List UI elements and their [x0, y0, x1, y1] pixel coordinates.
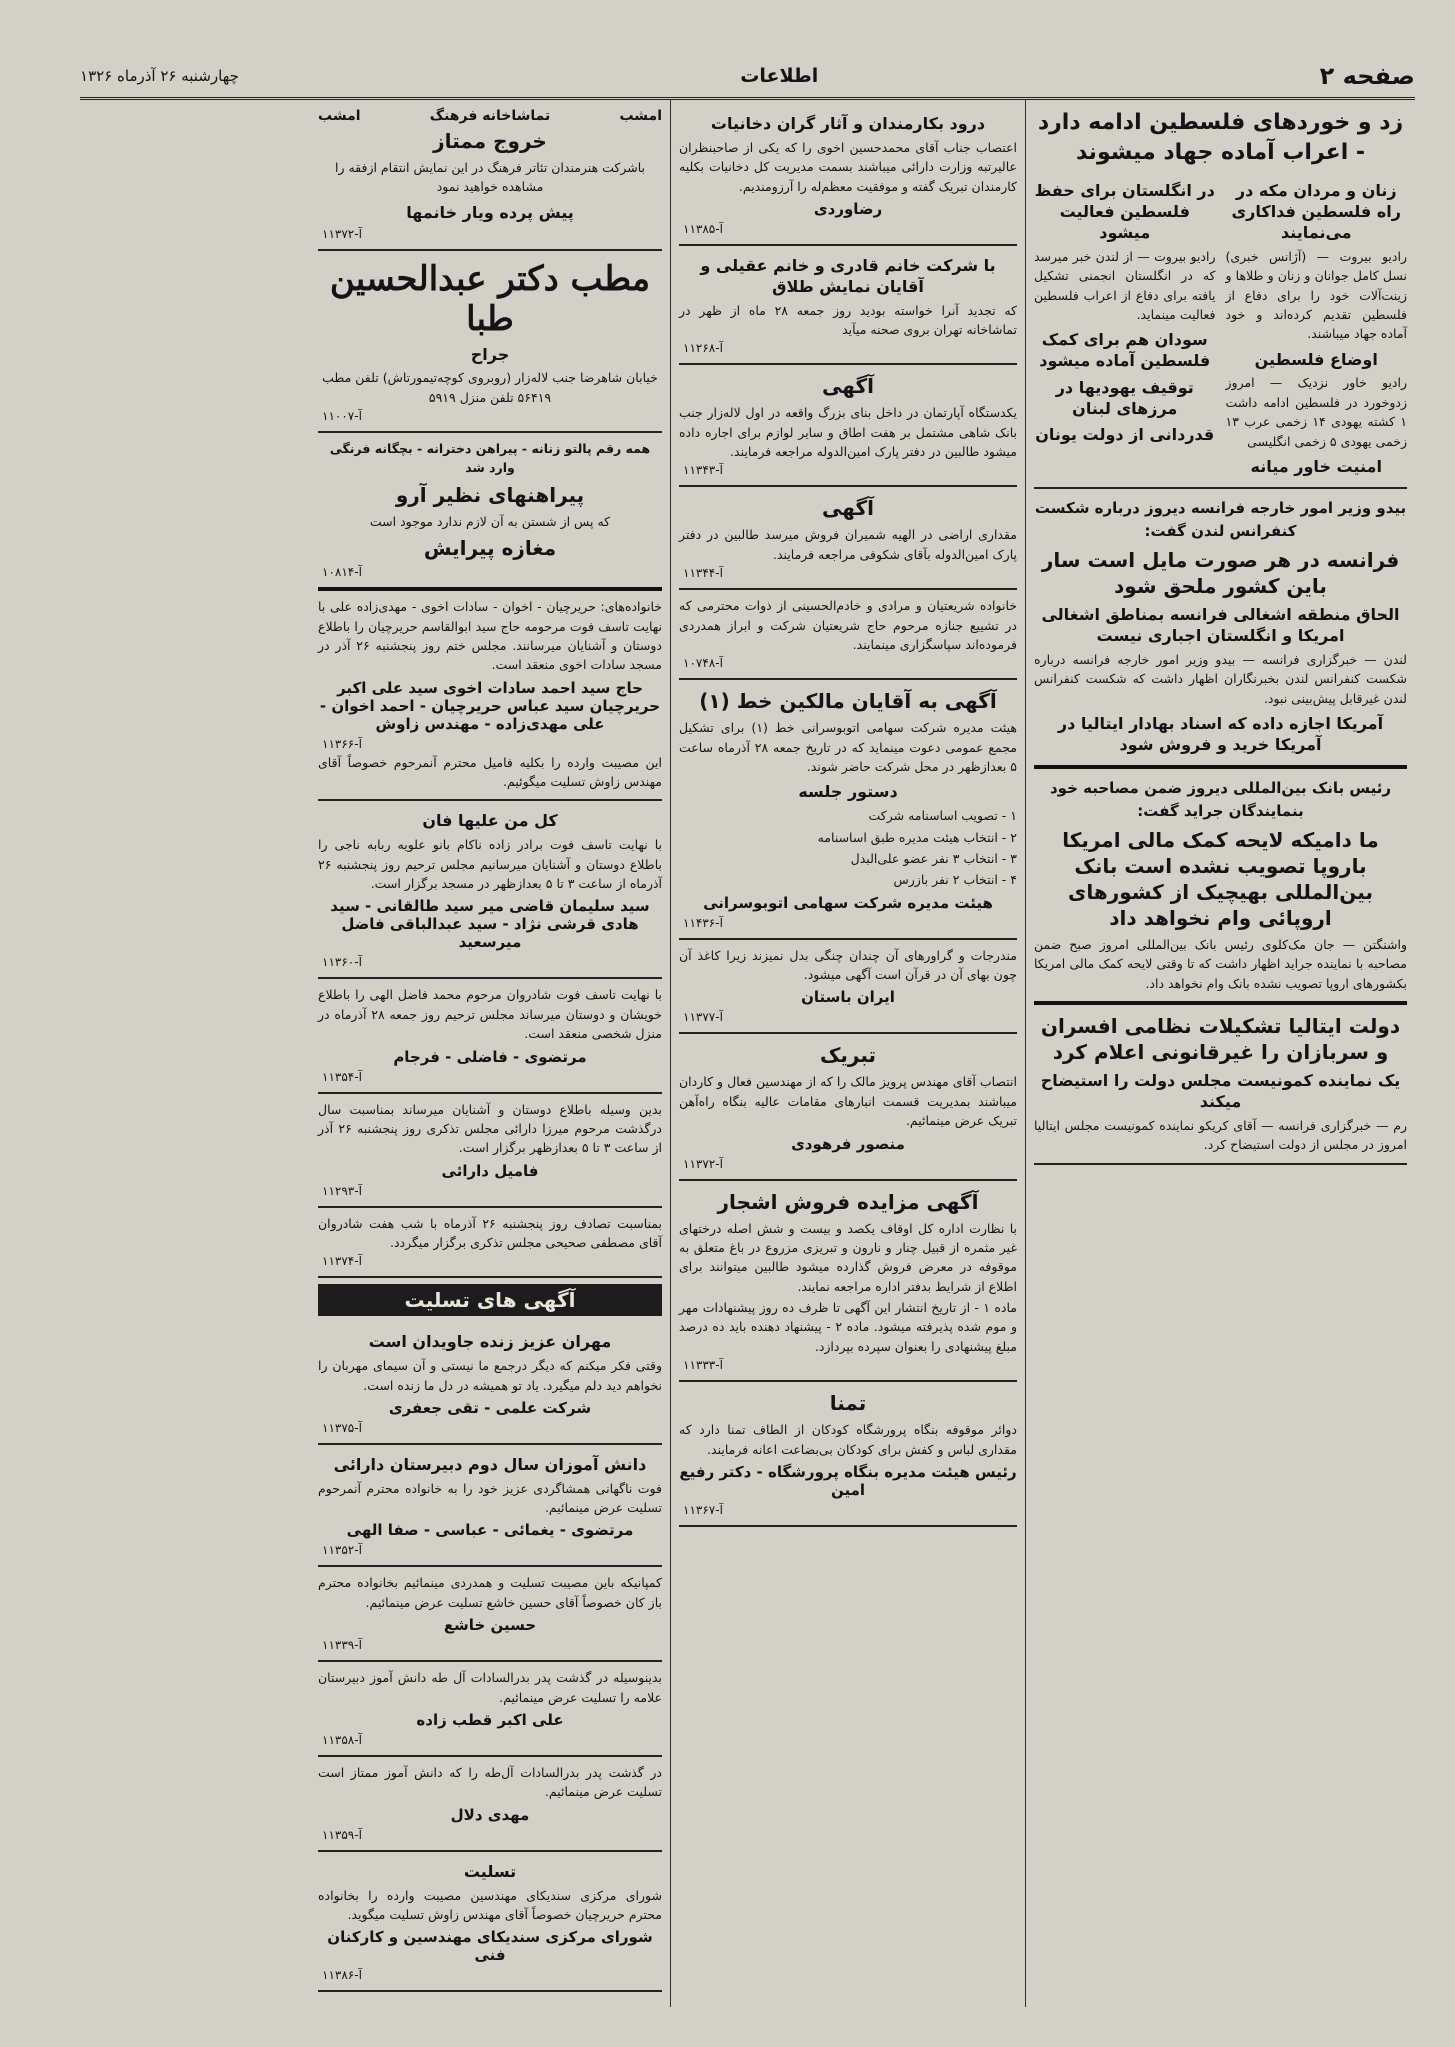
story-dek: رئیس بانک بین‌المللی دیروز ضمن مصاحبه خود بنمایندگان جراید گفت: [1049, 778, 1391, 820]
story-headline: ما دامیکه لایحه کمک مالی امریکا باروپا تصویب نشده است بانک بین‌المللی بهیچیک از کشورهای اروپائی وام نخواهد داد [1062, 828, 1379, 931]
notice-text: وقتی فکر میکنم که دیگر درجمع ما نیستی و آن سیمای مهربان را نخواهم دید دلم میگیرد. یاد تو همیشه در دل ما زنده است. [318, 1358, 662, 1393]
ad-text: اعتصاب جناب آقای محمدحسین اخوی را که یکی از صاحبنظران عالیرتبه وزارت دارائی میباشند بسمت مدیریت کل دخانیات بکلیه کارمندان تبریک گفته و موفقیت معظم‌له را آرزومندیم. [679, 139, 1017, 194]
notice-signature: شورای مرکزی سندیکای مهندسین و کارکنان فنی [327, 1928, 653, 1965]
notice-text: بدینوسیله در گذشت پدر بدرالسادات آل طه دانش آموز دبیرستان علامه را تسلیت عرض مینمائیم. [318, 1670, 662, 1705]
notice-text: کمپانیکه باین مصیبت تسلیت و همدردی مینمائیم بخانواده محترم باز کان خصوصاً آقای حسین خاشع تسلیت عرض مینمائیم. [318, 1575, 662, 1610]
doctor-title: مطب دکتر عبدالحسین طبا [329, 258, 651, 339]
ad-code: آ-۱۱۲۶۸ [683, 341, 723, 356]
notice-fazel [318, 979, 662, 1093]
ad-signature: هیئت مدیره شرکت سهامی اتوبوسرانی [703, 893, 993, 912]
condolence-banner: آگهی های تسلیت [318, 1284, 662, 1316]
story-headline: فرانسه در هر صورت مایل است سار باین کشور ملحق شود [1041, 548, 1400, 599]
ad-thanks [679, 590, 1017, 680]
article-text: رم — خبرگزاری فرانسه — آقای کریکو نماینده کمونیست مجلس ایتالیا امروز در مجلس از دولت استیضاح کرد. [1034, 1117, 1407, 1153]
notice-accident [318, 1208, 662, 1279]
ad-signature: منصور فرهودی [791, 1134, 905, 1153]
ad-tobacco [679, 104, 1017, 246]
ad-tag: امشب [619, 108, 662, 124]
ad-tag: امشب [318, 108, 361, 124]
agenda-title: دستور جلسه [798, 782, 898, 802]
ad-theater-farhang [318, 104, 662, 251]
ad-code: آ-۱۱۳۴۴ [683, 566, 723, 581]
condolence-students [318, 1445, 662, 1568]
ad-heading: تبریک [819, 1043, 877, 1068]
agenda-item: ۳ - انتخاب ۳ نفر عضو علی‌البدل [850, 850, 1017, 866]
ad-code: آ-۱۱۳۷۴ [322, 1254, 362, 1269]
ad-code: آ-۱۱۰۰۷ [322, 409, 362, 424]
agenda-item: ۴ - انتخاب ۲ نفر بازرس [893, 872, 1017, 888]
story-sub: یک نماینده کمونیست مجلس دولت را استیضاح میکند [1040, 1071, 1401, 1111]
condolence-dalal [318, 1757, 662, 1852]
notice-family [318, 591, 662, 801]
date-line: چهارشنبه ۲۶ آذرماه ۱۳۲۶ [80, 67, 239, 85]
notice-text: بدین وسیله باطلاع دوستان و آشنایان میرساند بمناسبت سال درگذشت مرحوم میرزا دارائی مجلس تذکری روز پنجشنبه ۲۶ آذر از ساعت ۳ تا ۵ بعدازظهر برگزار است. [318, 1101, 662, 1156]
ad-bus-company [679, 680, 1017, 939]
notice-title: دانش آموزان سال دوم دبیرستان دارائی [333, 1454, 647, 1474]
ad-code: آ-۱۱۳۸۶ [322, 1968, 362, 1983]
ad-code: آ-۱۱۳۷۷ [683, 1010, 723, 1025]
doctor-sub: جراح [470, 344, 510, 364]
ad-text: همه رقم پالتو زنانه - پیراهن دخترانه - بچگانه فرنگی وارد شد [329, 441, 651, 476]
page-number: صفحه ۲ [1319, 62, 1415, 90]
column-ads-left [310, 100, 670, 2007]
ad-heading: پیراهنهای نظیر آرو [395, 482, 585, 507]
ad-signature: رئیس هیئت مدیره بنگاه پرورشگاه - دکتر رفیع امین [679, 1462, 1017, 1499]
ad-heading: با شرکت خانم قادری و خانم عقیلی و آقایان نمایش طلاق [700, 255, 996, 296]
show-sub: پیش پرده ویار خانمها [406, 202, 574, 222]
condolence-mehran [318, 1322, 662, 1445]
notice-text: بمناسبت تصادف روز پنجشنبه ۲۶ آذرماه با شب هفت شادروان آقای مصطفی صحیحی مجلس تذکری برگزار میگردد. [318, 1215, 662, 1251]
ad-heading: آگهی [822, 374, 874, 399]
bank-story [1034, 769, 1407, 1006]
sub-headline: امنیت خاور میانه [1250, 456, 1382, 476]
ad-code: آ-۱۱۳۶۷ [683, 1502, 723, 1517]
ad-code: آ-۱۰۷۴۸ [683, 656, 723, 671]
notice-signature: مرتضوی - فاضلی - فرجام [393, 1047, 587, 1066]
ad-code: آ-۱۱۳۳۹ [322, 1638, 362, 1653]
ad-code: آ-۱۱۳۸۵ [683, 221, 723, 236]
notice-text: این مصیبت وارده را بکلیه فامیل محترم آنمرحوم خصوصاً آقای مهندس زاوش تسلیت میگوئیم. [318, 754, 662, 790]
notice-mourning [318, 801, 662, 979]
notice-title: مهران عزیز زنده جاویدان است [368, 1332, 612, 1352]
ad-text: با نظارت اداره کل اوقاف یکصد و بیست و شش اصله درختهای غیر مثمره از قبیل چنار و نارون و تبریزی مزروع در باغ متعلق به موقوفه در معرض فروش گذارده میشود طالبین میتوانند برای اطلاع از شرایط بدفتر اداره مراجعه نمایند. [679, 1220, 1017, 1294]
agenda-item: ۲ - انتخاب هیئت مدیره طبق اساسنامه [817, 829, 1017, 845]
ad-code: آ-۱۱۳۶۰ [322, 955, 362, 970]
ad-code: آ-۱۱۳۵۲ [322, 1543, 362, 1558]
sub-headline: توقیف یهودیها در مرزهای لبنان [1055, 377, 1194, 418]
ad-text: که پس از شستن به آن لازم ندارد موجود است [369, 513, 611, 529]
condolence-engineers [318, 1852, 662, 1993]
story-dek: بیدو وزیر امور خارجه فرانسه دیروز درباره شکست کنفرانس لندن گفت: [1034, 498, 1407, 540]
ad-code: آ-۱۱۳۵۹ [322, 1827, 362, 1842]
ad-heading: آگهی به آقایان مالکین خط (۱) [699, 689, 997, 714]
ad-apartment [679, 365, 1017, 487]
ad-code: آ-۱۱۴۳۶ [683, 915, 723, 930]
italy-story [1034, 1005, 1407, 1164]
ad-land [679, 487, 1017, 590]
notice-signature: شرکت علمی - تقی جعفری [388, 1398, 592, 1417]
ad-heading: درود بکارمندان و آثار گران دخانیات [710, 114, 986, 133]
article-text: واشنگتن — جان مک‌کلوی رئیس بانک بین‌المللی امروز صبح ضمن مصاحبه با نماینده جراید اظهار داشت که تا وقتی لایحه کمک مالی امریکا بکشورهای اروپا تصویب نشده بانک وام نخواهد داد. [1034, 937, 1407, 991]
ad-magazine [679, 940, 1017, 1035]
condolence-khashe [318, 1567, 662, 1662]
lead-story [1034, 171, 1407, 488]
ad-text: باشرکت هنرمندان تئاتر فرهنگ در این نمایش انتقام ازفقه را مشاهده خواهید نمود [334, 160, 646, 195]
ad-code: آ-۱۱۳۷۲ [322, 226, 362, 241]
ad-request [679, 1382, 1017, 1527]
notice-signature: علی اکبر قطب زاده [416, 1710, 564, 1729]
ad-text: خانواده شریعتیان و مرادی و خادم‌الحسینی از ذوات محترمی که در تشییع جنازه مرحوم حاج شریعتیان شرکت و ابراز همدردی فرموده‌اند سپاسگزاری مینمایند. [679, 598, 1017, 652]
ad-signature: رضاوردی [813, 199, 883, 218]
notice-signature: مرتضوی - یغمائی - عباسی - صفا الهی [346, 1521, 634, 1540]
ad-code: آ-۱۱۳۳۳ [683, 1358, 723, 1373]
notice-text: با نهایت تاسف فوت شادروان مرحوم محمد فاضل الهی را باطلاع خویشان و دوستان میرساند مجلس ترحیم روز جمعه ۲۸ آذرماه در منزل شخصی منعقد است. [318, 987, 662, 1042]
ad-text: مقداری اراضی در الهیه شمیران فروش میرسد طالبین در دفتر پارک امین‌الدوله بآقای شکوفی مراجعه فرمایند. [679, 527, 1017, 562]
ad-code: آ-۱۱۳۴۳ [683, 463, 723, 478]
notice-signature: مهدی دلال [450, 1805, 530, 1824]
column-news [1025, 100, 1415, 2007]
notice-text: خانواده‌های: حریرچیان - اخوان - سادات اخوی - مهدی‌زاده علی با نهایت تاسف فوت مرحومه حاج سید ابوالقاسم حریرچیان را باطلاع دوستان و آشنایان میرسانند. مجلس ختم روز پنجشنبه ۲۶ آذر در مسجد سادات اخوی منعقد است. [318, 599, 662, 673]
story-headline: دولت ایتالیا تشکیلات نظامی افسران و سربازان را غیرقانونی اعلام کرد [1040, 1014, 1401, 1065]
ad-code: آ-۱۱۳۵۴ [322, 1069, 362, 1084]
ad-auction [679, 1181, 1017, 1383]
sub-headline: زنان و مردان مکه در راه فلسطین فداکاری می‌نمایند [1231, 181, 1401, 242]
story-sub: الحاق منطقه اشغالی فرانسه بمناطق اشغالی امریکا و انگلستان اجباری نیست [1041, 605, 1400, 646]
article-text: لندن — خبرگزاری فرانسه — بیدو وزیر امور خارجه فرانسه درباره شکست کنفرانس لندن بخبرنگاران اظهار داشت که شکست کنفرانس لندن غیرقابل پیش‌بینی نبود. [1034, 651, 1407, 706]
page-header [80, 55, 1415, 100]
ad-text: که تجدید آنرا خواسته بودید روز جمعه ۲۸ ماه از ظهر در تماشاخانه تهران بروی صحنه میآید [679, 302, 1017, 337]
ad-text: مندرجات و گراورهای آن چندان چنگی بدل نمیزند زیرا کاغذ آن چون بهای آن در قرآن است آگهی میشود. [679, 947, 1017, 983]
lead-headline: زد و خوردهای فلسطین ادامه دارد - اعراب آماده جهاد میشوند [1037, 110, 1404, 165]
notice-darai [318, 1094, 662, 1208]
sub-headline: در انگلستان برای حفظ فلسطین فعالیت میشود [1034, 181, 1215, 242]
ad-text: انتصاب آقای مهندس پرویز مالک را که از مهندسین فعال و کاردان میباشند بمدیریت قسمت انبارهای مقامات عالیه بنگاه راه‌آهن تبریک عرض مینمائیم. [679, 1074, 1017, 1129]
notice-signature: فامیل دارائی [441, 1161, 539, 1180]
notice-text: فوت ناگهانی همشاگردی عزیز خود را به خانواده محترم آنمرحوم تسلیت عرض مینمائیم. [318, 1480, 662, 1516]
ad-text: ماده ۱ - از تاریخ انتشار این آگهی تا ظرف ده روز پیشنهادات مهر و موم شده پذیرفته میشود. ماده ۲ - پیشنهاد دهنده باید ده درصد مبلغ پیشنهادی را بعنوان سپرده بپردازد. [679, 1300, 1018, 1354]
notice-text: شورای مرکزی سندیکای مهندسین مصیبت وارده را بخانواده محترم حریرچیان خصوصاً آقای مهندس زاوش تسلیت میگوید. [318, 1887, 662, 1922]
article-text: رادیو خاور نزدیک — امروز زدوخورد در فلسطین ادامه داشت ۱ کشته یهودی ۱۴ زخمی عرب ۱۳ زخمی یهودی ۵ زخمی انگلیسی [1225, 375, 1407, 449]
ad-text: هیئت مدیره شرکت سهامی اتوبوسرانی خط (۱) برای تشکیل مجمع عمومی دعوت مینماید که در تاریخ جمعه ۲۸ آذرماه ساعت ۵ بعدازظهر در محل شرکت حاضر شوند. [679, 720, 1017, 775]
ad-tag: تماشاخانه فرهنگ [429, 108, 551, 124]
ad-code: آ-۱۱۳۷۵ [322, 1420, 362, 1435]
notice-text: با نهایت تاسف فوت برادر زاده ناکام بانو علویه ربابه ناجی را باطلاع دوستان و آشنایان میرسانیم مجلس ترحیم روز پنجشنبه ۲۶ آذرماه از ساعت ۳ تا ۵ بعدازظهر در مسجد برگزار است. [318, 837, 662, 892]
sub-headline: اوضاع فلسطین [1254, 349, 1378, 369]
sub-headline: سودان هم برای کمک فلسطین آماده میشود [1039, 330, 1211, 371]
sub-headline: آمریکا اجازه داده که اسناد بهادار ایتالیا در آمریکا خرید و فروش شود [1057, 713, 1384, 754]
ad-code: آ-۱۰۸۱۴ [322, 565, 362, 580]
column-ads-middle [670, 100, 1025, 2007]
notice-signature: حاج سید احمد سادات اخوی سید علی اکبر حریرچیان سید عباس حریرچیان - احمد اخوان - علی مهدی‌زاده - مهندس زاوش [319, 678, 661, 733]
ad-doctor [318, 251, 662, 434]
france-story [1034, 489, 1407, 769]
ad-code: آ-۱۱۳۵۸ [322, 1732, 362, 1747]
ad-code: آ-۱۱۳۷۲ [683, 1156, 723, 1171]
paper-name: اطلاعات [740, 65, 819, 87]
ad-code: آ-۱۱۲۹۳ [322, 1183, 362, 1198]
ad-heading: تمنا [829, 1391, 867, 1416]
ad-text: یکدستگاه آپارتمان در داخل بنای بزرگ واقعه در اول لاله‌زار جنب بانک شاهی مشتمل بر هفت اطاق و سایر لوازم برای اجاره داده میشود طالبین در دفتر پارک امین‌الدوله مراجعه فرمایند. [679, 405, 1017, 460]
notice-title: تسلیت [463, 1861, 517, 1881]
ad-heading: آگهی [822, 496, 874, 521]
ad-congrats [679, 1034, 1017, 1180]
article-text: رادیو بیروت — از لندن خبر میرسد که در انگلستان انجمنی تشکیل یافته برای دفاع از اعراب فلسطین فعالیت مینماید. [1034, 248, 1216, 322]
ad-signature: ایران باستان [801, 988, 895, 1007]
notice-signature: حسین خاشع [443, 1616, 537, 1635]
notice-signature: سید سلیمان قاضی میر سید طالقانی - سید هادی قرشی نژاد - سید عبدالباقی فاضل میرسعید [330, 897, 650, 952]
ad-heading: آگهی مزایده فروش اشجار [717, 1189, 979, 1214]
shop-name: مغازه پیرایش [423, 536, 557, 561]
notice-text: در گذشت پدر بدرالسادات آل‌طه را که دانش آموز ممتاز است تسلیت عرض مینمائیم. [318, 1764, 662, 1800]
condolence-qotbzade [318, 1662, 662, 1757]
show-title: خروج ممتاز [433, 129, 547, 153]
agenda-item: ۱ - تصویب اساسنامه شرکت [868, 808, 1017, 824]
notice-title: کل من علیها فان [422, 811, 558, 831]
sub-headline: قدردانی از دولت یونان [1035, 425, 1215, 445]
ad-text: دوائر موقوفه بنگاه پرورشگاه کودکان از الطاف تمنا دارد که مقداری لباس و کفش برای کودکان بی‌بضاعت اعانه فرمایند. [679, 1422, 1017, 1457]
doctor-address: خیابان شاهرضا جنب لاله‌زار (روبروی کوچه‌تیمورتاش) تلفن مطب ۵۶۴۱۹ تلفن منزل ۵۹۱۹ [322, 370, 658, 405]
ad-clothing [318, 433, 662, 591]
ad-theater [679, 246, 1017, 365]
article-text: رادیو بیروت — (آژانس خبری) نسل کامل جوانان و زنان و طلاها و زینت‌آلات خود را برای دفاع از فلسطین تقدیم کرده‌اند و خود آماده جهاد میباشند. [1225, 248, 1407, 342]
ad-code: آ-۱۱۳۶۶ [322, 736, 362, 751]
